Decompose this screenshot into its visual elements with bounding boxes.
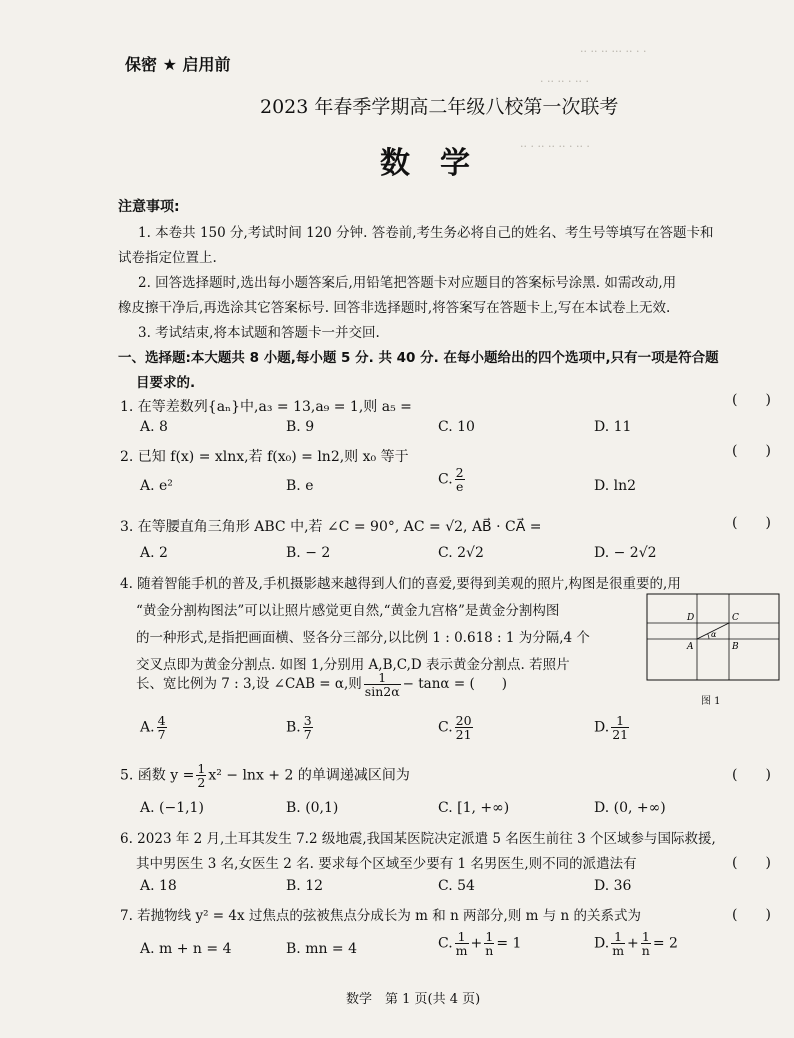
- notes-heading: 注意事项:: [118, 199, 180, 215]
- fraction-denominator: sin2α: [364, 684, 400, 700]
- fraction-numerator: 2: [455, 465, 464, 480]
- question-4-option-a: [140, 714, 169, 741]
- question-2-stem: 2. 已知 f(x) = xlnx,若 f(x₀) = ln2,则 x₀ 等于: [120, 449, 409, 465]
- option-label: C.: [438, 719, 453, 736]
- note-3: 3. 考试结束,将本试题和答题卡一并交回.: [138, 325, 380, 341]
- question-2-option-a: A. e²: [140, 478, 173, 494]
- fraction-denominator: m: [612, 943, 625, 959]
- question-5-stem: [120, 762, 410, 789]
- question-4-line-2: “黄金分割构图法”可以让照片感觉更自然,“黄金九宫格”是黄金分割构图: [136, 603, 560, 619]
- question-6-line-2: 其中男医生 3 名,女医生 2 名. 要求每个区域至少要有 1 名男医生,则不同的派遣法有: [136, 856, 637, 872]
- question-2-option-b: B. e: [286, 478, 314, 494]
- question-4-option-d: [594, 714, 631, 741]
- question-5-option-b: B. (0,1): [286, 800, 339, 816]
- question-3-option-b: B. − 2: [286, 545, 331, 561]
- question-3-answer-blank: ( ): [732, 515, 771, 531]
- fraction-numerator: 1: [611, 930, 625, 944]
- question-4-line-3: 的一种形式,是指把画面横、竖各分三部分,以比例 1 : 0.618 : 1 为分隔,4 个: [136, 630, 590, 646]
- option-label: C.: [438, 935, 453, 952]
- question-1-option-b: B. 9: [286, 419, 315, 435]
- question-7-answer-blank: ( ): [732, 907, 771, 923]
- question-4-line-4: 交叉点即为黄金分割点. 如图 1,分别用 A,B,C,D 表示黄金分割点. 若照片: [136, 657, 570, 673]
- question-1-option-c: C. 10: [438, 419, 475, 435]
- question-7-option-b: B. mn = 4: [286, 941, 358, 957]
- bleed-through-mark: ·· · ·· ·· ·· · ·· ·: [520, 140, 590, 153]
- page-footer: 数学 第 1 页(共 4 页): [346, 992, 481, 1007]
- question-7-option-c: [438, 930, 521, 957]
- equation-rhs: = 2: [652, 935, 678, 952]
- question-7-stem: 7. 若抛物线 y² = 4x 过焦点的弦被焦点分成长为 m 和 n 两部分,则 m 与 n 的关系式为: [120, 908, 642, 924]
- question-7-option-d: [594, 930, 678, 957]
- question-3-stem: 3. 在等腰直角三角形 ABC 中,若 ∠C = 90°, AC = √2, AB⃗ · CA⃗ =: [120, 519, 542, 535]
- option-label: D.: [594, 719, 610, 736]
- question-1-answer-blank: ( ): [732, 392, 771, 408]
- option-label: A.: [140, 719, 155, 736]
- question-5-option-c: C. [1, +∞): [438, 800, 510, 816]
- fraction-denominator: 7: [157, 727, 166, 743]
- confidential-label: 保密 ★ 启用前: [125, 55, 231, 74]
- equation-rhs: = 1: [496, 935, 522, 952]
- question-3-option-c: C. 2√2: [438, 545, 484, 561]
- question-2-option-d: D. ln2: [594, 478, 637, 494]
- question-1-stem: 1. 在等差数列{aₙ}中,a₃ = 13,a₉ = 1,则 a₅ =: [120, 399, 412, 415]
- point-b-label: B: [732, 642, 739, 652]
- angle-alpha-arc: [708, 634, 709, 639]
- fraction-numerator: 4: [157, 713, 166, 728]
- question-5-stem-text: 5. 函数 y =: [120, 767, 195, 784]
- question-4-line-5-text: 长、宽比例为 7 : 3,设 ∠CAB = α,则: [136, 676, 362, 693]
- question-3-option-d: D. − 2√2: [594, 545, 657, 561]
- fraction-numerator: 3: [303, 713, 312, 728]
- fraction-denominator: 2: [197, 775, 206, 791]
- note-1-line-2: 试卷指定位置上.: [118, 250, 217, 266]
- fraction-denominator: 21: [612, 727, 629, 743]
- subject-title: 数 学: [380, 146, 470, 181]
- question-1-option-d: D. 11: [594, 419, 632, 435]
- question-4-line-5-tail: − tanα = ( ): [402, 676, 507, 693]
- bleed-through-mark: · ·· ·· · ·· ·: [540, 75, 589, 88]
- question-6-option-c: C. 54: [438, 878, 475, 894]
- point-a-label: A: [687, 642, 694, 652]
- fraction-numerator: 1: [641, 929, 650, 944]
- plus-sign: +: [627, 935, 639, 952]
- fraction-numerator: 1: [455, 930, 469, 944]
- option-label: C.: [438, 471, 453, 488]
- question-5-option-a: A. (−1,1): [140, 800, 204, 816]
- bleed-through-mark: ·· ·· ·· ··· ·· · ·: [580, 45, 647, 58]
- question-4-option-b: [286, 714, 315, 741]
- option-label: D.: [594, 935, 610, 952]
- fraction-denominator: n: [641, 943, 650, 959]
- fraction-numerator: 1: [364, 671, 401, 685]
- question-7-option-a: A. m + n = 4: [140, 941, 232, 957]
- question-2-option-c: [438, 466, 467, 493]
- fraction-numerator: 1: [485, 929, 494, 944]
- fraction-denominator: n: [485, 943, 494, 959]
- figure-1-golden-grid: [646, 593, 780, 681]
- option-label: B.: [286, 719, 301, 736]
- fraction-denominator: m: [455, 943, 468, 959]
- plus-sign: +: [470, 935, 483, 952]
- question-3-option-a: A. 2: [140, 545, 168, 561]
- note-1-line-1: 1. 本卷共 150 分,考试时间 120 分钟. 答卷前,考生务必将自己的姓名、考生号等填写在答题卡和: [138, 225, 714, 241]
- section-heading-line-2: 目要求的.: [136, 375, 196, 391]
- question-4-line-5: [136, 671, 507, 698]
- note-2-line-1: 2. 回答选择题时,选出每小题答案后,用铅笔把答题卡对应题目的答案标号涂黑. 如需改动,用: [138, 275, 677, 291]
- question-6-answer-blank: ( ): [732, 855, 771, 871]
- question-6-option-d: D. 36: [594, 878, 632, 894]
- question-5-stem-tail: x² − lnx + 2 的单调递减区间为: [208, 767, 410, 784]
- question-4-option-c: [438, 714, 475, 741]
- fraction-denominator: 21: [455, 727, 472, 743]
- fraction-numerator: 1: [197, 761, 206, 776]
- question-6-option-b: B. 12: [286, 878, 324, 894]
- question-6-option-a: A. 18: [140, 878, 177, 894]
- point-c-label: C: [732, 613, 739, 623]
- angle-alpha-label: α: [711, 630, 717, 639]
- exam-title: 2023 年春季学期高二年级八校第一次联考: [260, 96, 619, 118]
- fraction-denominator: e: [455, 479, 464, 495]
- question-6-line-1: 6. 2023 年 2 月,土耳其发生 7.2 级地震,我国某医院决定派遣 5 名医生前往 3 个区域参与国际救援,: [120, 831, 716, 847]
- fraction-numerator: 1: [611, 714, 629, 728]
- section-heading-line-1: 一、选择题:本大题共 8 小题,每小题 5 分. 共 40 分. 在每小题给出的四个选项中,只有一项是符合题: [118, 350, 719, 366]
- question-2-answer-blank: ( ): [732, 443, 771, 459]
- point-d-label: D: [687, 613, 695, 623]
- fraction-denominator: 7: [303, 727, 312, 743]
- question-5-answer-blank: ( ): [732, 767, 771, 783]
- fraction-numerator: 20: [455, 713, 472, 728]
- question-1-option-a: A. 8: [140, 419, 168, 435]
- question-4-line-1: 4. 随着智能手机的普及,手机摄影越来越得到人们的喜爱,要得到美观的照片,构图是很重要的,用: [120, 576, 681, 592]
- figure-1-caption: 图 1: [701, 696, 721, 707]
- note-2-line-2: 橡皮擦干净后,再选涂其它答案标号. 回答非选择题时,将答案写在答题卡上,写在本试卷上无效.: [118, 300, 671, 316]
- question-5-option-d: D. (0, +∞): [594, 800, 666, 816]
